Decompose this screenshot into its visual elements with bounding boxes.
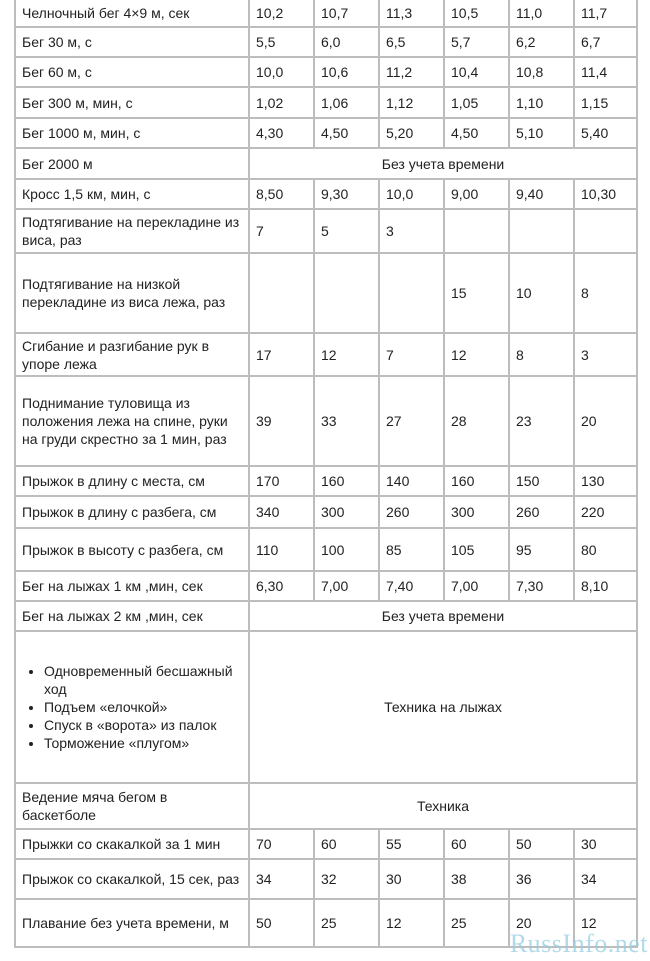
value-cell: 95 [509, 528, 574, 571]
value-cell: 30 [574, 829, 637, 859]
value-cell: 9,30 [314, 179, 379, 209]
value-cell: 30 [379, 859, 444, 899]
value-cell: 11,3 [379, 0, 444, 27]
table-row [15, 118, 637, 148]
value-cell: 1,06 [314, 87, 379, 118]
value-cell: 28 [444, 376, 509, 466]
list-item: • Подъем «елочкой» [44, 698, 242, 716]
exercise-name: Прыжок в высоту с разбега, см [15, 528, 249, 571]
value-cell [249, 253, 314, 333]
exercise-name: Подтягивание на низкой перекладине из виса лежа, раз [15, 253, 249, 333]
exercise-name: Сгибание и разгибание рук в упоре лежа [15, 333, 249, 376]
exercise-name: Кросс 1,5 км, мин, с [15, 179, 249, 209]
table-row [15, 0, 637, 27]
value-cell: 1,05 [444, 87, 509, 118]
exercise-name: Прыжок со скакалкой, 15 сек, раз [15, 859, 249, 899]
merged-cell: Без учета времени [249, 148, 637, 179]
table-row [15, 496, 637, 528]
table-row [15, 148, 637, 179]
value-cell: 300 [314, 496, 379, 528]
value-cell: 9,40 [509, 179, 574, 209]
value-cell: 12 [379, 899, 444, 947]
value-cell: 7,00 [444, 571, 509, 601]
norms-table [14, 0, 638, 948]
value-cell: 15 [444, 253, 509, 333]
value-cell: 55 [379, 829, 444, 859]
value-cell: 11,0 [509, 0, 574, 27]
value-cell: 6,5 [379, 27, 444, 57]
exercise-name: Бег на лыжах 1 км ,мин, сек [15, 571, 249, 601]
value-cell: 39 [249, 376, 314, 466]
exercise-name: Челночный бег 4×9 м, сек [15, 0, 249, 27]
value-cell: 32 [314, 859, 379, 899]
exercise-name [15, 631, 249, 783]
value-cell: 10,6 [314, 57, 379, 87]
value-cell: 33 [314, 376, 379, 466]
value-cell [314, 253, 379, 333]
value-cell: 60 [444, 829, 509, 859]
value-cell: 10,0 [379, 179, 444, 209]
value-cell: 10,5 [444, 0, 509, 27]
value-cell [509, 209, 574, 253]
value-cell [379, 253, 444, 333]
value-cell [444, 209, 509, 253]
value-cell: 5,10 [509, 118, 574, 148]
value-cell: 6,2 [509, 27, 574, 57]
value-cell: 4,50 [444, 118, 509, 148]
value-cell: 340 [249, 496, 314, 528]
value-cell: 7 [249, 209, 314, 253]
value-cell: 12 [444, 333, 509, 376]
value-cell: 20 [509, 899, 574, 947]
exercise-name: Бег 300 м, мин, с [15, 87, 249, 118]
value-cell: 1,12 [379, 87, 444, 118]
value-cell: 7,40 [379, 571, 444, 601]
value-cell: 85 [379, 528, 444, 571]
table-row [15, 631, 637, 783]
value-cell: 160 [314, 466, 379, 496]
merged-cell: Техника на лыжах [249, 631, 637, 783]
value-cell: 7,00 [314, 571, 379, 601]
value-cell: 27 [379, 376, 444, 466]
table-row [15, 783, 637, 829]
value-cell: 6,7 [574, 27, 637, 57]
value-cell: 105 [444, 528, 509, 571]
value-cell: 100 [314, 528, 379, 571]
value-cell: 50 [509, 829, 574, 859]
value-cell: 34 [249, 859, 314, 899]
value-cell: 220 [574, 496, 637, 528]
table-row [15, 571, 637, 601]
value-cell: 10 [509, 253, 574, 333]
value-cell: 12 [314, 333, 379, 376]
exercise-name: Прыжки со скакалкой за 1 мин [15, 829, 249, 859]
value-cell: 5,7 [444, 27, 509, 57]
value-cell: 20 [574, 376, 637, 466]
exercise-name: Бег 2000 м [15, 148, 249, 179]
list-item: • Спуск в «ворота» из палок [44, 716, 242, 734]
value-cell: 160 [444, 466, 509, 496]
table-row [15, 466, 637, 496]
list-item: • Одновременный бесшажный ход [44, 662, 242, 698]
value-cell: 7 [379, 333, 444, 376]
watermark: RussInfo.net [509, 929, 648, 958]
table-row [15, 179, 637, 209]
exercise-name: Прыжок в длину с разбега, см [15, 496, 249, 528]
value-cell: 8 [574, 253, 637, 333]
value-cell: 36 [509, 859, 574, 899]
table-row [15, 209, 637, 253]
value-cell: 25 [444, 899, 509, 947]
value-cell: 50 [249, 899, 314, 947]
exercise-name: Прыжок в длину с места, см [15, 466, 249, 496]
value-cell: 5,40 [574, 118, 637, 148]
table-row [15, 601, 637, 631]
value-cell: 11,2 [379, 57, 444, 87]
table-row [15, 57, 637, 87]
value-cell: 5,20 [379, 118, 444, 148]
value-cell: 10,4 [444, 57, 509, 87]
value-cell: 12 [574, 899, 637, 947]
table-row [15, 253, 637, 333]
value-cell: 25 [314, 899, 379, 947]
exercise-name: Плавание без учета времени, м [15, 899, 249, 947]
value-cell: 130 [574, 466, 637, 496]
value-cell: 8,50 [249, 179, 314, 209]
value-cell: 8 [509, 333, 574, 376]
exercise-name: Ведение мяча бегом в баскетболе [15, 783, 249, 829]
value-cell: 10,7 [314, 0, 379, 27]
technique-list [22, 662, 242, 752]
table-row [15, 859, 637, 899]
value-cell: 150 [509, 466, 574, 496]
norms-table-body [15, 0, 637, 947]
table-row [15, 829, 637, 859]
value-cell: 6,0 [314, 27, 379, 57]
value-cell: 1,02 [249, 87, 314, 118]
value-cell: 300 [444, 496, 509, 528]
value-cell: 34 [574, 859, 637, 899]
value-cell: 10,30 [574, 179, 637, 209]
value-cell: 11,4 [574, 57, 637, 87]
value-cell: 10,2 [249, 0, 314, 27]
table-row [15, 333, 637, 376]
value-cell: 60 [314, 829, 379, 859]
value-cell: 5 [314, 209, 379, 253]
value-cell: 170 [249, 466, 314, 496]
value-cell: 80 [574, 528, 637, 571]
merged-cell: Без учета времени [249, 601, 637, 631]
exercise-name: Бег 30 м, с [15, 27, 249, 57]
value-cell: 17 [249, 333, 314, 376]
value-cell: 10,0 [249, 57, 314, 87]
value-cell: 260 [509, 496, 574, 528]
list-item: • Торможение «плугом» [44, 734, 242, 752]
value-cell [574, 209, 637, 253]
value-cell: 260 [379, 496, 444, 528]
value-cell: 4,50 [314, 118, 379, 148]
table-row [15, 27, 637, 57]
value-cell: 3 [574, 333, 637, 376]
value-cell: 38 [444, 859, 509, 899]
value-cell: 6,30 [249, 571, 314, 601]
exercise-name: Поднимание туловища из положения лежа на спине, руки на груди скрестно за 1 мин, раз [15, 376, 249, 466]
exercise-name: Бег 60 м, с [15, 57, 249, 87]
value-cell: 110 [249, 528, 314, 571]
merged-cell: Техника [249, 783, 637, 829]
table-row [15, 528, 637, 571]
value-cell: 4,30 [249, 118, 314, 148]
value-cell: 11,7 [574, 0, 637, 27]
value-cell: 8,10 [574, 571, 637, 601]
value-cell: 10,8 [509, 57, 574, 87]
table-row [15, 376, 637, 466]
value-cell: 1,10 [509, 87, 574, 118]
value-cell: 5,5 [249, 27, 314, 57]
value-cell: 70 [249, 829, 314, 859]
value-cell: 3 [379, 209, 444, 253]
value-cell: 140 [379, 466, 444, 496]
exercise-name: Бег на лыжах 2 км ,мин, сек [15, 601, 249, 631]
table-row [15, 87, 637, 118]
value-cell: 1,15 [574, 87, 637, 118]
value-cell: 7,30 [509, 571, 574, 601]
exercise-name: Бег 1000 м, мин, с [15, 118, 249, 148]
value-cell: 9,00 [444, 179, 509, 209]
exercise-name: Подтягивание на перекладине из виса, раз [15, 209, 249, 253]
value-cell: 23 [509, 376, 574, 466]
